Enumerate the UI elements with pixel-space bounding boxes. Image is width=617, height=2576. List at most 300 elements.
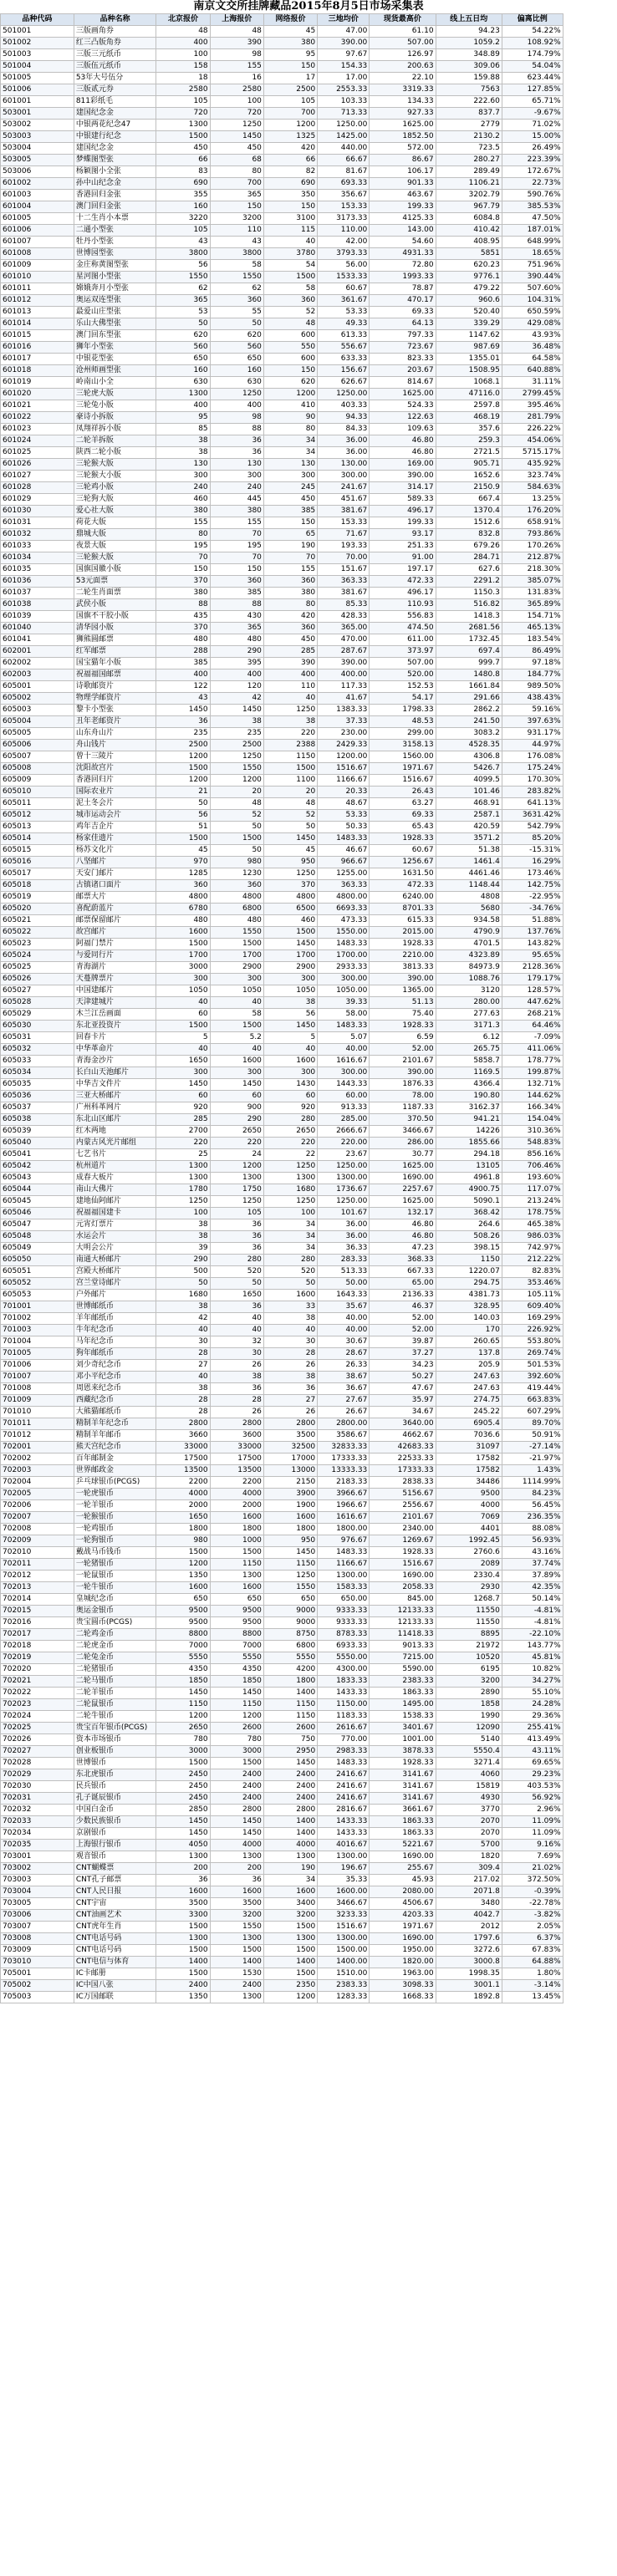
cell-online-price: 66 xyxy=(263,155,317,166)
cell-code: 701007 xyxy=(1,1372,74,1383)
cell-deviation: 213.24% xyxy=(502,1196,563,1208)
cell-shanghai-price: 1250 xyxy=(210,120,263,131)
cell-five-day-avg: 5090.1 xyxy=(436,1196,502,1208)
cell-deviation: 310.36% xyxy=(502,1126,563,1138)
cell-code: 605053 xyxy=(1,1290,74,1301)
cell-spot-high: 46.80 xyxy=(370,1219,436,1231)
cell-shanghai-price: 1300 xyxy=(210,1173,263,1184)
cell-five-day-avg: 21972 xyxy=(436,1641,502,1652)
cell-five-day-avg: 832.8 xyxy=(436,529,502,541)
cell-deviation: -4.81% xyxy=(502,1606,563,1617)
cell-online-price: 2800 xyxy=(263,1418,317,1430)
cell-name: 二轮猪银币 xyxy=(74,1664,156,1676)
cell-five-day-avg: 5140 xyxy=(436,1734,502,1746)
cell-avg-price: 470.00 xyxy=(318,634,370,646)
cell-online-price: 40 xyxy=(263,1325,317,1336)
cell-beijing-price: 1500 xyxy=(156,1547,210,1559)
cell-name: 南山大佛片 xyxy=(74,1184,156,1196)
cell-name: 一轮猴银币 xyxy=(74,1512,156,1524)
cell-spot-high: 1495.00 xyxy=(370,1699,436,1711)
cell-five-day-avg: 620.23 xyxy=(436,260,502,272)
cell-beijing-price: 2450 xyxy=(156,1769,210,1781)
cell-code: 605026 xyxy=(1,974,74,985)
cell-online-price: 20 xyxy=(263,787,317,798)
cell-code: 701004 xyxy=(1,1336,74,1348)
cell-beijing-price: 720 xyxy=(156,108,210,120)
cell-online-price: 1150 xyxy=(263,1699,317,1711)
cell-shanghai-price: 40 xyxy=(210,1044,263,1056)
cell-deviation: 7.69% xyxy=(502,1851,563,1863)
cell-name: 狮年小型张 xyxy=(74,342,156,354)
cell-code: 701006 xyxy=(1,1360,74,1372)
cell-name: 凤翔祥拆小版 xyxy=(74,424,156,435)
cell-five-day-avg: 357.6 xyxy=(436,424,502,435)
table-row xyxy=(1,1957,617,1968)
cell-name: 乐山大佛型张 xyxy=(74,318,156,330)
cell-deviation: 429.08% xyxy=(502,318,563,330)
cell-shanghai-price: 36 xyxy=(210,1383,263,1395)
cell-avg-price: 556.67 xyxy=(318,342,370,354)
cell-online-price: 1450 xyxy=(263,833,317,845)
table-row xyxy=(1,1372,617,1383)
cell-avg-price: 1583.33 xyxy=(318,1582,370,1594)
cell-avg-price: 2816.67 xyxy=(318,1805,370,1816)
cell-online-price: 80 xyxy=(263,424,317,435)
cell-deviation: 658.91% xyxy=(502,517,563,529)
cell-online-price: 220 xyxy=(263,1138,317,1149)
table-row xyxy=(1,1769,617,1781)
cell-deviation: 2128.36% xyxy=(502,962,563,974)
cell-name: CNT油画艺术 xyxy=(74,1910,156,1922)
cell-spot-high: 26.43 xyxy=(370,787,436,798)
cell-online-price: 1450 xyxy=(263,1758,317,1769)
cell-online-price: 370 xyxy=(263,880,317,892)
table-row xyxy=(1,1114,617,1126)
cell-spot-high: 255.67 xyxy=(370,1863,436,1875)
cell-name: 邓小平纪念币 xyxy=(74,1372,156,1383)
cell-five-day-avg: 1998.35 xyxy=(436,1968,502,1980)
table-row xyxy=(1,1793,617,1805)
cell-code: 605008 xyxy=(1,763,74,775)
cell-spot-high: 1928.33 xyxy=(370,1021,436,1032)
cell-avg-price: 20.33 xyxy=(318,787,370,798)
cell-name: 三版伍元纸币 xyxy=(74,61,156,73)
cell-beijing-price: 1680 xyxy=(156,1290,210,1301)
cell-shanghai-price: 1550 xyxy=(210,763,263,775)
cell-five-day-avg: 7069 xyxy=(436,1512,502,1524)
cell-avg-price: 37.33 xyxy=(318,716,370,728)
cell-shanghai-price: 1600 xyxy=(210,1512,263,1524)
cell-online-price: 38 xyxy=(263,997,317,1009)
cell-name: 邮票保留邮片 xyxy=(74,915,156,927)
cell-shanghai-price: 2400 xyxy=(210,1769,263,1781)
cell-name: CNT宇宙 xyxy=(74,1898,156,1910)
cell-code: 605038 xyxy=(1,1114,74,1126)
table-row xyxy=(1,412,617,424)
cell-avg-price: 85.33 xyxy=(318,599,370,611)
cell-avg-price: 650.00 xyxy=(318,1594,370,1606)
cell-beijing-price: 8800 xyxy=(156,1629,210,1641)
cell-beijing-price: 3000 xyxy=(156,962,210,974)
cell-beijing-price: 560 xyxy=(156,342,210,354)
cell-avg-price: 1383.33 xyxy=(318,705,370,716)
cell-avg-price: 1166.67 xyxy=(318,1559,370,1571)
cell-spot-high: 1852.50 xyxy=(370,131,436,143)
cell-spot-high: 2556.67 xyxy=(370,1500,436,1512)
cell-beijing-price: 18 xyxy=(156,73,210,84)
cell-deviation: -3.14% xyxy=(502,1980,563,1992)
cell-five-day-avg: 190.80 xyxy=(436,1091,502,1102)
cell-deviation: 13.45% xyxy=(502,1992,563,2003)
cell-beijing-price: 1250 xyxy=(156,1196,210,1208)
cell-spot-high: 4506.67 xyxy=(370,1898,436,1910)
cell-avg-price: 117.33 xyxy=(318,681,370,693)
cell-deviation: 751.96% xyxy=(502,260,563,272)
cell-shanghai-price: 88 xyxy=(210,424,263,435)
cell-name: 香港回归金张 xyxy=(74,190,156,201)
cell-beijing-price: 1300 xyxy=(156,1173,210,1184)
cell-online-price: 6500 xyxy=(263,904,317,915)
cell-deviation: 590.76% xyxy=(502,190,563,201)
cell-shanghai-price: 300 xyxy=(210,974,263,985)
table-row xyxy=(1,330,617,342)
cell-name: 嫦娥奔月小型张 xyxy=(74,283,156,295)
cell-deviation: 105.11% xyxy=(502,1290,563,1301)
cell-beijing-price: 6780 xyxy=(156,904,210,915)
cell-code: 701011 xyxy=(1,1418,74,1430)
cell-deviation: 218.30% xyxy=(502,564,563,576)
cell-spot-high: 4125.33 xyxy=(370,213,436,225)
cell-five-day-avg: 170 xyxy=(436,1325,502,1336)
cell-online-price: 17000 xyxy=(263,1453,317,1465)
table-row xyxy=(1,1418,617,1430)
cell-avg-price: 71.67 xyxy=(318,529,370,541)
cell-shanghai-price: 2200 xyxy=(210,1477,263,1489)
table-row xyxy=(1,751,617,763)
cell-spot-high: 47.67 xyxy=(370,1383,436,1395)
cell-beijing-price: 650 xyxy=(156,354,210,365)
cell-online-price: 600 xyxy=(263,354,317,365)
cell-beijing-price: 13500 xyxy=(156,1465,210,1477)
cell-beijing-price: 2800 xyxy=(156,1418,210,1430)
cell-spot-high: 1963.00 xyxy=(370,1968,436,1980)
cell-deviation: 86.49% xyxy=(502,646,563,658)
table-row xyxy=(1,962,617,974)
cell-code: 605020 xyxy=(1,904,74,915)
cell-spot-high: 8701.33 xyxy=(370,904,436,915)
cell-shanghai-price: 4000 xyxy=(210,1840,263,1851)
cell-code: 501003 xyxy=(1,49,74,61)
cell-online-price: 60 xyxy=(263,1091,317,1102)
cell-avg-price: 50.00 xyxy=(318,1278,370,1290)
cell-avg-price: 153.33 xyxy=(318,201,370,213)
cell-code: 605030 xyxy=(1,1021,74,1032)
cell-online-price: 950 xyxy=(263,857,317,868)
cell-five-day-avg: 2597.8 xyxy=(436,400,502,412)
cell-online-price: 2800 xyxy=(263,1805,317,1816)
cell-beijing-price: 970 xyxy=(156,857,210,868)
cell-spot-high: 12133.33 xyxy=(370,1617,436,1629)
cell-deviation: 154.71% xyxy=(502,611,563,623)
cell-code: 605045 xyxy=(1,1196,74,1208)
cell-five-day-avg: 1355.01 xyxy=(436,354,502,365)
cell-online-price: 150 xyxy=(263,61,317,73)
cell-code: 605035 xyxy=(1,1079,74,1091)
cell-online-price: 700 xyxy=(263,108,317,120)
cell-avg-price: 1250.00 xyxy=(318,389,370,400)
cell-spot-high: 1971.67 xyxy=(370,1922,436,1933)
cell-spot-high: 143.00 xyxy=(370,225,436,237)
cell-shanghai-price: 200 xyxy=(210,1863,263,1875)
cell-beijing-price: 200 xyxy=(156,1863,210,1875)
cell-name: 周恩来纪念币 xyxy=(74,1383,156,1395)
cell-spot-high: 572.00 xyxy=(370,143,436,155)
cell-avg-price: 40.00 xyxy=(318,1044,370,1056)
cell-five-day-avg: 3001.1 xyxy=(436,1980,502,1992)
cell-shanghai-price: 150 xyxy=(210,201,263,213)
table-row xyxy=(1,623,617,634)
cell-shanghai-price: 9500 xyxy=(210,1617,263,1629)
cell-name: CNT孔子邮票 xyxy=(74,1875,156,1886)
cell-spot-high: 2210.00 xyxy=(370,950,436,962)
table-row xyxy=(1,1851,617,1863)
cell-spot-high: 814.67 xyxy=(370,377,436,389)
table-row xyxy=(1,1453,617,1465)
table-row xyxy=(1,576,617,588)
cell-beijing-price: 1800 xyxy=(156,1524,210,1535)
cell-online-price: 1800 xyxy=(263,1524,317,1535)
cell-code: 601019 xyxy=(1,377,74,389)
cell-code: 605025 xyxy=(1,962,74,974)
cell-code: 601039 xyxy=(1,611,74,623)
cell-spot-high: 1690.00 xyxy=(370,1173,436,1184)
cell-spot-high: 75.40 xyxy=(370,1009,436,1021)
cell-deviation: 170.30% xyxy=(502,775,563,787)
cell-avg-price: 4300.00 xyxy=(318,1664,370,1676)
table-row xyxy=(1,950,617,962)
cell-deviation: 793.86% xyxy=(502,529,563,541)
cell-avg-price: 1800.00 xyxy=(318,1524,370,1535)
cell-spot-high: 109.63 xyxy=(370,424,436,435)
cell-five-day-avg: 408.95 xyxy=(436,237,502,248)
cell-beijing-price: 780 xyxy=(156,1734,210,1746)
cell-five-day-avg: 11550 xyxy=(436,1617,502,1629)
table-row xyxy=(1,506,617,517)
table-row xyxy=(1,225,617,237)
cell-online-price: 17 xyxy=(263,73,317,84)
cell-name: 户外邮片 xyxy=(74,1290,156,1301)
cell-shanghai-price: 60 xyxy=(210,1091,263,1102)
table-row xyxy=(1,1395,617,1407)
cell-beijing-price: 1200 xyxy=(156,1711,210,1723)
cell-avg-price: 1250.00 xyxy=(318,1161,370,1173)
cell-shanghai-price: 300 xyxy=(210,1067,263,1079)
cell-code: 605010 xyxy=(1,787,74,798)
cell-spot-high: 4931.33 xyxy=(370,248,436,260)
cell-avg-price: 713.33 xyxy=(318,108,370,120)
cell-deviation: 16.29% xyxy=(502,857,563,868)
cell-shanghai-price: 650 xyxy=(210,1594,263,1606)
cell-avg-price: 35.33 xyxy=(318,1875,370,1886)
cell-online-price: 1600 xyxy=(263,1056,317,1067)
cell-beijing-price: 9500 xyxy=(156,1617,210,1629)
cell-name: 元宵灯票片 xyxy=(74,1219,156,1231)
cell-beijing-price: 300 xyxy=(156,974,210,985)
cell-code: 605001 xyxy=(1,681,74,693)
cell-deviation: -34.76% xyxy=(502,904,563,915)
table-row xyxy=(1,1091,617,1102)
table-row xyxy=(1,892,617,904)
cell-avg-price: 1736.67 xyxy=(318,1184,370,1196)
cell-avg-price: 513.33 xyxy=(318,1266,370,1278)
table-row xyxy=(1,1009,617,1021)
cell-online-price: 950 xyxy=(263,1535,317,1547)
cell-code: 601022 xyxy=(1,412,74,424)
cell-avg-price: 1700.00 xyxy=(318,950,370,962)
cell-spot-high: 3466.67 xyxy=(370,1126,436,1138)
cell-shanghai-price: 480 xyxy=(210,634,263,646)
cell-five-day-avg: 2012 xyxy=(436,1922,502,1933)
cell-deviation: 21.02% xyxy=(502,1863,563,1875)
cell-deviation: 56.45% xyxy=(502,1500,563,1512)
table-row xyxy=(1,1056,617,1067)
cell-spot-high: 91.00 xyxy=(370,552,436,564)
cell-five-day-avg: 1992.45 xyxy=(436,1535,502,1547)
cell-five-day-avg: 4401 xyxy=(436,1524,502,1535)
cell-avg-price: 9333.33 xyxy=(318,1606,370,1617)
cell-five-day-avg: 2291.2 xyxy=(436,576,502,588)
cell-online-price: 1150 xyxy=(263,1711,317,1723)
table-row xyxy=(1,880,617,892)
cell-avg-price: 3586.67 xyxy=(318,1430,370,1442)
cell-deviation: -22.10% xyxy=(502,1629,563,1641)
cell-spot-high: 3141.67 xyxy=(370,1769,436,1781)
cell-beijing-price: 1350 xyxy=(156,1571,210,1582)
cell-beijing-price: 1500 xyxy=(156,1922,210,1933)
cell-deviation: 117.07% xyxy=(502,1184,563,1196)
cell-five-day-avg: 1068.1 xyxy=(436,377,502,389)
cell-five-day-avg: 291.66 xyxy=(436,693,502,705)
cell-beijing-price: 690 xyxy=(156,178,210,190)
cell-shanghai-price: 1200 xyxy=(210,775,263,787)
cell-five-day-avg: 1106.21 xyxy=(436,178,502,190)
cell-spot-high: 22533.33 xyxy=(370,1453,436,1465)
cell-five-day-avg: 4366.4 xyxy=(436,1079,502,1091)
cell-code: 702008 xyxy=(1,1524,74,1535)
cell-deviation: 223.39% xyxy=(502,155,563,166)
cell-beijing-price: 60 xyxy=(156,1091,210,1102)
cell-beijing-price: 460 xyxy=(156,494,210,506)
cell-name: 宫兰堂诗邮片 xyxy=(74,1278,156,1290)
cell-code: 503002 xyxy=(1,120,74,131)
table-row xyxy=(1,634,617,646)
cell-online-price: 450 xyxy=(263,634,317,646)
cell-shanghai-price: 28 xyxy=(210,1395,263,1407)
cell-spot-high: 1365.00 xyxy=(370,985,436,997)
cell-five-day-avg: 1855.66 xyxy=(436,1138,502,1149)
cell-deviation: 2.05% xyxy=(502,1922,563,1933)
cell-deviation: 392.60% xyxy=(502,1372,563,1383)
cell-deviation: 413.49% xyxy=(502,1734,563,1746)
cell-online-price: 3500 xyxy=(263,1430,317,1442)
cell-shanghai-price: 42 xyxy=(210,693,263,705)
cell-shanghai-price: 38 xyxy=(210,716,263,728)
cell-code: 605041 xyxy=(1,1149,74,1161)
cell-deviation: 43.16% xyxy=(502,1547,563,1559)
cell-name: 十二生肖小本票 xyxy=(74,213,156,225)
cell-online-price: 1600 xyxy=(263,1290,317,1301)
cell-spot-high: 5221.67 xyxy=(370,1840,436,1851)
cell-shanghai-price: 1500 xyxy=(210,939,263,950)
cell-code: 601006 xyxy=(1,225,74,237)
cell-five-day-avg: 837.7 xyxy=(436,108,502,120)
cell-beijing-price: 50 xyxy=(156,1278,210,1290)
cell-spot-high: 1863.33 xyxy=(370,1816,436,1828)
cell-name: 二轮牛银币 xyxy=(74,1711,156,1723)
cell-five-day-avg: 10520 xyxy=(436,1652,502,1664)
cell-avg-price: 101.67 xyxy=(318,1208,370,1219)
table-row xyxy=(1,1875,617,1886)
cell-five-day-avg: 2130.2 xyxy=(436,131,502,143)
cell-spot-high: 78.00 xyxy=(370,1091,436,1102)
cell-code: 702021 xyxy=(1,1676,74,1688)
cell-deviation: -7.09% xyxy=(502,1032,563,1044)
cell-name: 东北亚投资片 xyxy=(74,1021,156,1032)
cell-deviation: 97.18% xyxy=(502,658,563,669)
cell-code: 605007 xyxy=(1,751,74,763)
cell-online-price: 360 xyxy=(263,623,317,634)
cell-code: 605046 xyxy=(1,1208,74,1219)
cell-avg-price: 1483.33 xyxy=(318,939,370,950)
cell-beijing-price: 100 xyxy=(156,1208,210,1219)
cell-beijing-price: 4800 xyxy=(156,892,210,904)
cell-name: 孔子诞辰银币 xyxy=(74,1793,156,1805)
cell-spot-high: 368.33 xyxy=(370,1255,436,1266)
cell-avg-price: 17.00 xyxy=(318,73,370,84)
cell-deviation: 607.29% xyxy=(502,1407,563,1418)
cell-name: 马年纪念币 xyxy=(74,1336,156,1348)
cell-online-price: 5 xyxy=(263,1032,317,1044)
cell-online-price: 1250 xyxy=(263,868,317,880)
table-row xyxy=(1,997,617,1009)
cell-avg-price: 48.67 xyxy=(318,798,370,810)
cell-beijing-price: 105 xyxy=(156,96,210,108)
cell-spot-high: 1928.33 xyxy=(370,1547,436,1559)
table-row xyxy=(1,307,617,318)
cell-shanghai-price: 1300 xyxy=(210,1571,263,1582)
cell-shanghai-price: 50 xyxy=(210,1278,263,1290)
cell-online-price: 38 xyxy=(263,1313,317,1325)
table-row xyxy=(1,529,617,541)
cell-online-price: 27 xyxy=(263,1395,317,1407)
cell-five-day-avg: 960.6 xyxy=(436,295,502,307)
cell-five-day-avg: 5680 xyxy=(436,904,502,915)
cell-avg-price: 1833.33 xyxy=(318,1676,370,1688)
table-row xyxy=(1,1571,617,1582)
cell-beijing-price: 21 xyxy=(156,787,210,798)
cell-deviation: 931.17% xyxy=(502,728,563,740)
cell-avg-price: 1533.33 xyxy=(318,272,370,283)
cell-online-price: 26 xyxy=(263,1360,317,1372)
cell-five-day-avg: 468.19 xyxy=(436,412,502,424)
cell-five-day-avg: 697.4 xyxy=(436,646,502,658)
cell-beijing-price: 385 xyxy=(156,658,210,669)
cell-beijing-price: 1300 xyxy=(156,1851,210,1863)
cell-online-price: 90 xyxy=(263,412,317,424)
cell-avg-price: 36.67 xyxy=(318,1383,370,1395)
cell-avg-price: 1550.00 xyxy=(318,927,370,939)
cell-name: 建地仙阿邮片 xyxy=(74,1196,156,1208)
